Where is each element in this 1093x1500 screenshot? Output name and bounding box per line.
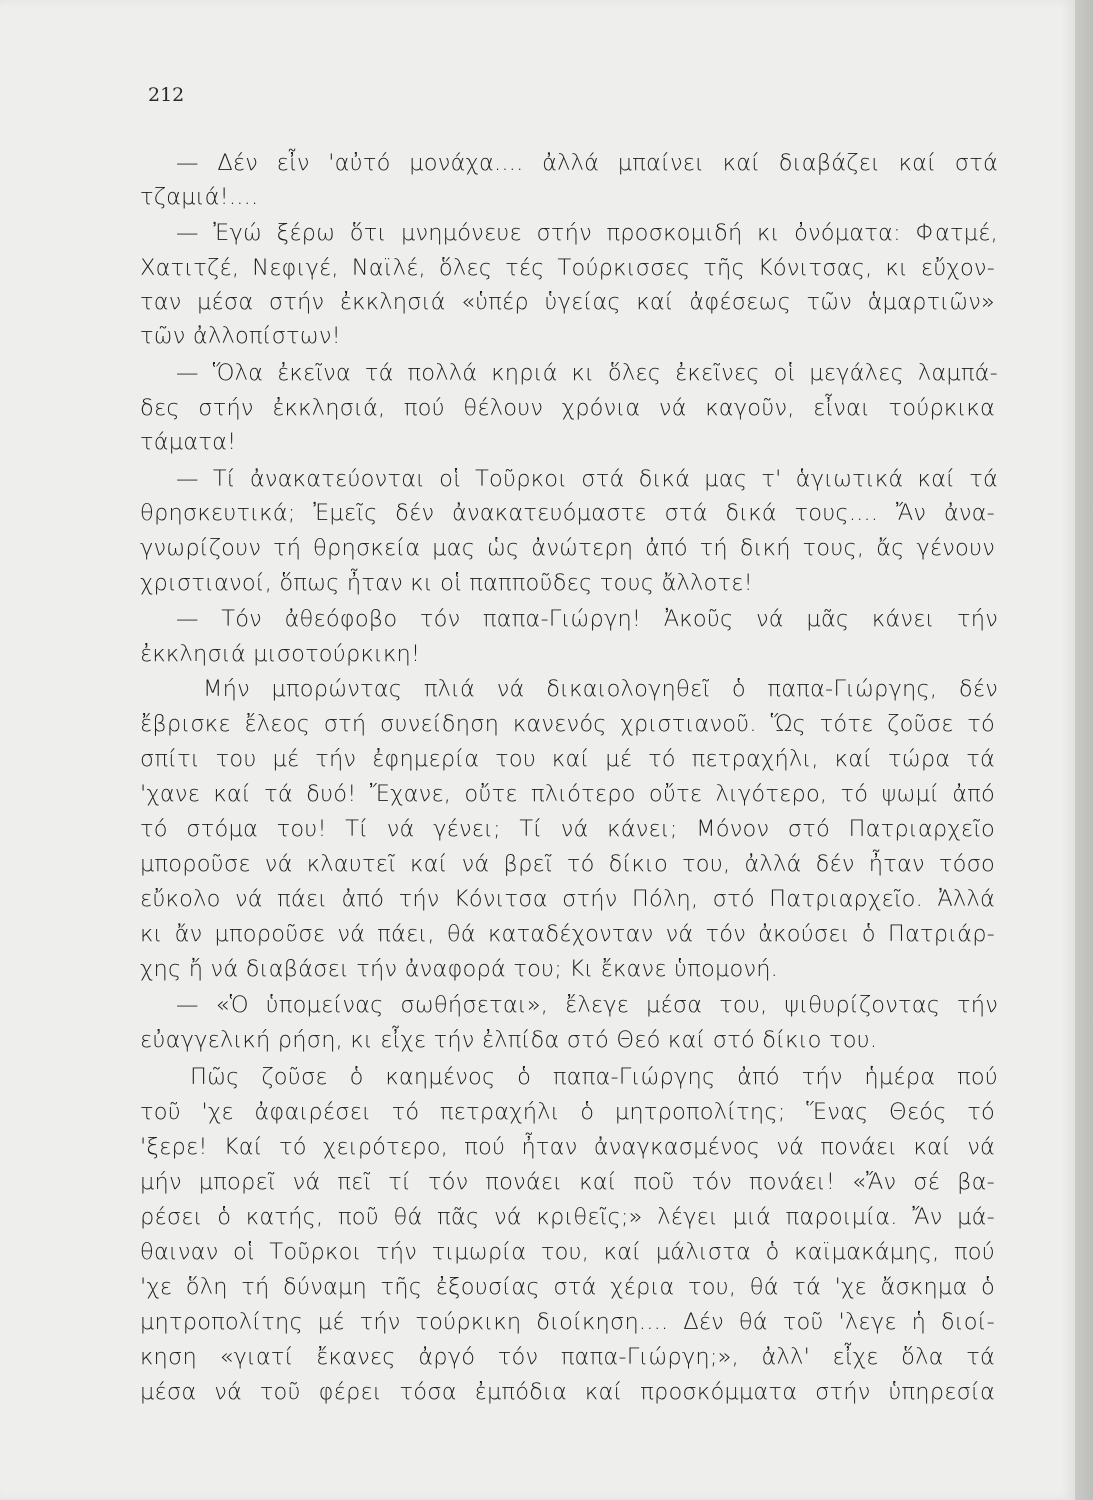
text-line-20: τό στόμα του! Τί νά γένει; Τί νά κάνει; Μόνον στό Πατριαρχεῖο bbox=[140, 816, 995, 842]
text-line-23: κι ἄν μποροῦσε νά πάει, θά καταδέχονταν νά τόν ἀκούσει ὁ Πατριάρ- bbox=[140, 921, 995, 947]
text-line-27: Πῶς ζοῦσε ὁ καημένος ὁ παπα-Γιώργης ἀπό τήν ἡμέρα πού bbox=[190, 1064, 998, 1090]
text-line-28: τοῦ 'χε ἀφαιρέσει τό πετραχήλι ὁ μητροπολίτης; Ἕνας Θεός τό bbox=[140, 1099, 995, 1125]
text-line-9: τάματα! bbox=[140, 429, 237, 455]
text-line-16: Μήν μπορώντας πλιά νά δικαιολογηθεῖ ὁ παπα-Γιώργης, δέν bbox=[203, 676, 998, 702]
text-line-1: — Δέν εἶν 'αὐτό μονάχα.... ἀλλά μπαίνει καί διαβάζει καί στά bbox=[176, 150, 998, 176]
text-line-19: 'χανε καί τά δυό! Ἔχανε, οὔτε πλιότερο οὔτε λιγότερο, τό ψωμί ἀπό bbox=[140, 781, 995, 807]
page-edge bbox=[1075, 0, 1093, 1500]
text-line-14: — Τόν ἀθεόφοβο τόν παπα-Γιώργη! Ἀκοῦς νά μᾶς κάνει τήν bbox=[176, 606, 998, 632]
text-line-2: τζαμιά!.... bbox=[140, 184, 259, 210]
text-line-30: μήν μπορεῖ νά πεῖ τί τόν πονάει καί ποῦ τόν πονάει! «Ἄν σέ βα- bbox=[140, 1169, 995, 1195]
text-line-24: χης ἤ νά διαβάσει τήν ἀναφορά του; Κι ἔκανε ὑπομονή. bbox=[140, 956, 779, 982]
text-line-36: μέσα νά τοῦ φέρει τόσα ἐμπόδια καί προσκόμματα στήν ὑπηρεσία bbox=[140, 1379, 995, 1405]
text-line-13: χριστιανοί, ὅπως ἦταν κι οἱ παπποῦδες τους ἄλλοτε! bbox=[140, 570, 753, 596]
text-line-33: 'χε ὅλη τή δύναμη τῆς ἐξουσίας στά χέρια του, θά τά 'χε ἄσκημα ὁ bbox=[140, 1274, 995, 1300]
text-line-22: εὔκολο νά πάει ἀπό τήν Κόνιτσα στήν Πόλη, στό Πατριαρχεῖο. Ἀλλά bbox=[140, 886, 995, 912]
text-line-3: — Ἐγώ ξέρω ὅτι μνημόνευε στήν προσκομιδή κι ὀνόματα: Φατμέ, bbox=[176, 220, 998, 246]
text-line-7: — Ὅλα ἐκεῖνα τά πολλά κηριά κι ὅλες ἐκεῖνες οἱ μεγάλες λαμπά- bbox=[176, 360, 998, 386]
text-line-4: Χατιτζέ, Νεφιγέ, Ναϊλέ, ὅλες τές Τούρκισσες τῆς Κόνιτσας, κι εὔχον- bbox=[140, 255, 995, 281]
text-line-18: σπίτι του μέ τήν ἐφημερία του καί μέ τό πετραχήλι, καί τώρα τά bbox=[140, 746, 995, 772]
text-line-25: — «Ὁ ὑπομείνας σωθήσεται», ἔλεγε μέσα του, ψιθυρίζοντας τήν bbox=[176, 992, 998, 1018]
text-line-15: ἐκκλησιά μισοτούρκικη! bbox=[140, 641, 421, 667]
text-line-8: δες στήν ἐκκλησιά, πού θέλουν χρόνια νά καγοῦν, εἶναι τούρκικα bbox=[140, 395, 995, 421]
text-line-26: εὐαγγελική ρήση, κι εἶχε τήν ἐλπίδα στό Θεό καί στό δίκιο του. bbox=[140, 1027, 878, 1053]
text-line-21: μποροῦσε νά κλαυτεῖ καί νά βρεῖ τό δίκιο του, ἀλλά δέν ἦταν τόσο bbox=[140, 851, 995, 877]
text-line-32: θαιναν οἱ Τοῦρκοι τήν τιμωρία του, καί μάλιστα ὁ καϊμακάμης, πού bbox=[140, 1239, 995, 1265]
text-line-6: τῶν ἀλλοπίστων! bbox=[140, 323, 341, 349]
text-line-31: ρέσει ὁ κατής, ποῦ θά πᾶς νά κριθεῖς;» λέγει μιά παροιμία. Ἄν μά- bbox=[140, 1204, 995, 1230]
text-line-12: γνωρίζουν τή θρησκεία μας ὡς ἀνώτερη ἀπό τή δική τους, ἄς γένουν bbox=[140, 535, 995, 561]
text-line-5: ταν μέσα στήν ἐκκλησιά «ὑπέρ ὑγείας καί ἀφέσεως τῶν ἁμαρτιῶν» bbox=[140, 289, 995, 315]
text-line-10: — Τί ἀνακατεύονται οἱ Τοῦρκοι στά δικά μας τ' ἁγιωτικά καί τά bbox=[176, 466, 998, 492]
text-line-35: κηση «γιατί ἔκανες ἀργό τόν παπα-Γιώργη;», ἀλλ' εἶχε ὅλα τά bbox=[140, 1344, 995, 1370]
text-line-29: 'ξερε! Καί τό χειρότερο, πού ἦταν ἀναγκασμένος νά πονάει καί νά bbox=[140, 1134, 995, 1160]
page-number: 212 bbox=[148, 84, 185, 106]
text-line-11: θρησκευτικά; Ἐμεῖς δέν ἀνακατευόμαστε στά δικά τους.... Ἄν ἀνα- bbox=[140, 500, 995, 526]
text-line-34: μητροπολίτης μέ τήν τούρκικη διοίκηση.... Δέν θά τοῦ 'λεγε ἡ διοί- bbox=[140, 1309, 995, 1335]
text-line-17: ἔβρισκε ἔλεος στή συνείδηση κανενός χριστιανοῦ. Ὥς τότε ζοῦσε τό bbox=[140, 711, 995, 737]
